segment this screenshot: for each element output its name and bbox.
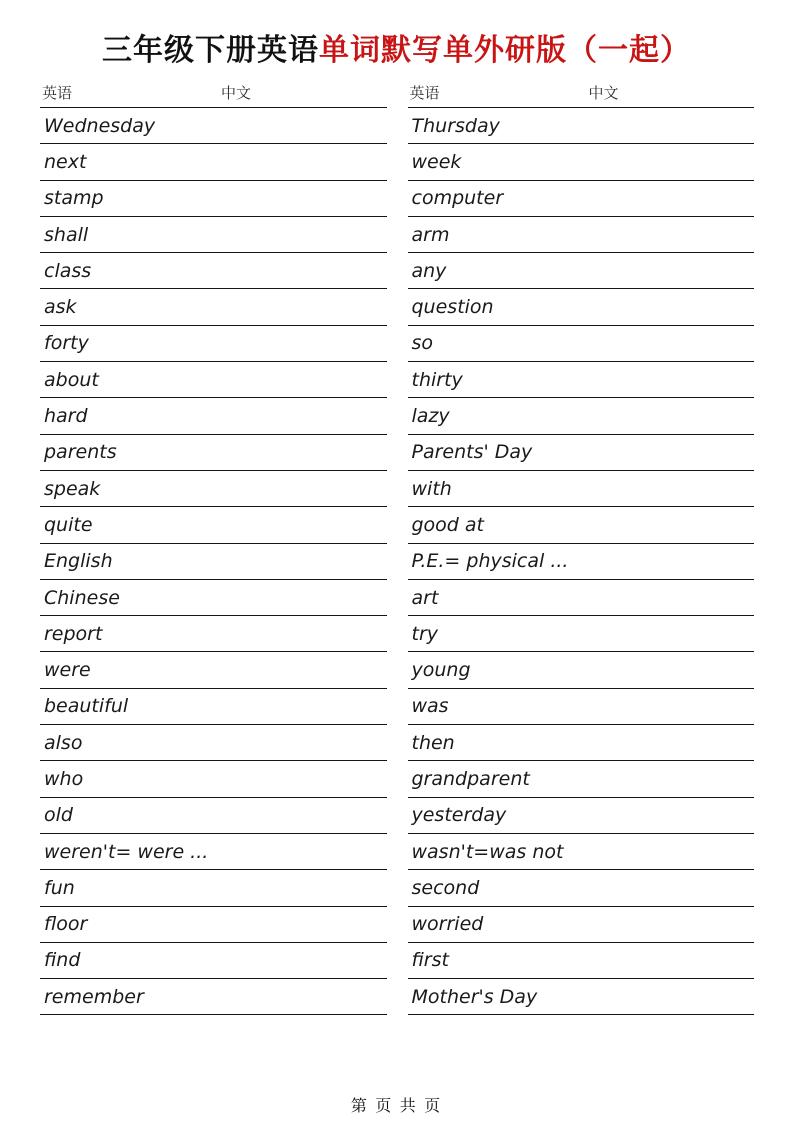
word-row <box>408 544 755 580</box>
english-word: so <box>411 332 434 355</box>
word-row <box>40 289 387 325</box>
english-word: who <box>44 767 84 790</box>
english-word: stamp <box>44 187 104 210</box>
english-word: with <box>411 477 452 500</box>
english-word: were <box>44 659 91 682</box>
column-header <box>408 84 755 108</box>
english-word: arm <box>411 223 450 246</box>
word-row <box>408 144 755 180</box>
english-header-label: 英语 <box>42 86 73 102</box>
english-header-label: 英语 <box>409 86 440 102</box>
word-row <box>408 761 755 797</box>
english-word: lazy <box>411 405 450 428</box>
english-word: speak <box>44 477 101 500</box>
word-row <box>408 834 755 870</box>
word-row <box>408 471 755 507</box>
word-row <box>40 217 387 253</box>
english-word: Parents' Day <box>411 441 533 464</box>
word-row <box>40 326 387 362</box>
title-red-text: 单词默写单外研版（一起） <box>319 34 691 67</box>
word-row <box>40 907 387 943</box>
word-row <box>40 181 387 217</box>
english-word: floor <box>44 913 88 936</box>
vocab-column-left <box>40 84 387 1015</box>
word-row <box>408 979 755 1015</box>
word-row <box>408 907 755 943</box>
english-word: shall <box>44 223 89 246</box>
word-row <box>408 689 755 725</box>
word-row <box>40 725 387 761</box>
word-row <box>408 580 755 616</box>
english-word: Wednesday <box>44 114 156 137</box>
english-word: computer <box>411 187 504 210</box>
word-row <box>40 507 387 543</box>
word-row <box>40 144 387 180</box>
english-word: P.E.= physical ... <box>411 550 569 573</box>
column-header <box>40 84 387 108</box>
word-row <box>40 761 387 797</box>
word-row <box>40 652 387 688</box>
vocab-column-right <box>408 84 755 1015</box>
english-word: wasn't=was not <box>411 840 564 863</box>
word-row <box>40 108 387 144</box>
english-word: beautiful <box>44 695 129 718</box>
english-word: fun <box>44 876 75 899</box>
english-word: next <box>44 150 87 173</box>
word-row <box>408 253 755 289</box>
english-word: week <box>411 150 462 173</box>
english-word: English <box>44 550 113 573</box>
english-word: old <box>44 804 73 827</box>
chinese-header-label: 中文 <box>588 86 619 102</box>
word-row <box>408 108 755 144</box>
english-word: also <box>44 731 83 754</box>
english-word: class <box>44 259 92 282</box>
vocab-table <box>40 84 754 1015</box>
word-row <box>40 979 387 1015</box>
title-black-text: 三年级下册英语 <box>102 34 319 67</box>
chinese-header-label: 中文 <box>221 86 252 102</box>
page-footer: 第 页 共 页 <box>350 1098 443 1115</box>
english-word: art <box>411 586 439 609</box>
word-row <box>40 943 387 979</box>
word-row <box>408 798 755 834</box>
english-word: parents <box>44 441 117 464</box>
word-row <box>40 798 387 834</box>
word-row <box>408 181 755 217</box>
english-word: weren't= were ... <box>44 840 209 863</box>
english-word: was <box>411 695 449 718</box>
word-row <box>408 507 755 543</box>
english-word: second <box>411 876 480 899</box>
word-row <box>408 326 755 362</box>
word-row <box>40 471 387 507</box>
word-row <box>408 725 755 761</box>
english-word: try <box>411 622 439 645</box>
word-row <box>40 398 387 434</box>
word-row <box>408 616 755 652</box>
word-row <box>408 943 755 979</box>
word-row <box>40 870 387 906</box>
english-word: Mother's Day <box>411 985 538 1008</box>
english-word: Chinese <box>44 586 120 609</box>
word-row <box>40 253 387 289</box>
word-row <box>40 544 387 580</box>
english-word: quite <box>44 513 93 536</box>
english-word: forty <box>44 332 89 355</box>
word-row <box>408 217 755 253</box>
word-row <box>408 289 755 325</box>
english-word: young <box>411 659 471 682</box>
english-word: any <box>411 259 447 282</box>
english-word: ask <box>44 296 77 319</box>
word-row <box>408 435 755 471</box>
word-row <box>408 362 755 398</box>
english-word: about <box>44 368 99 391</box>
english-word: hard <box>44 405 88 428</box>
word-row <box>40 580 387 616</box>
english-word: thirty <box>411 368 463 391</box>
word-row <box>40 435 387 471</box>
word-row <box>408 870 755 906</box>
english-word: report <box>44 622 103 645</box>
english-word: Thursday <box>411 114 500 137</box>
english-word: yesterday <box>411 804 507 827</box>
english-word: good at <box>411 513 485 536</box>
english-word: grandparent <box>411 767 530 790</box>
english-word: first <box>411 949 449 972</box>
english-word: worried <box>411 913 484 936</box>
word-row <box>408 652 755 688</box>
word-row <box>40 616 387 652</box>
english-word: question <box>411 296 494 319</box>
english-word: remember <box>44 985 144 1008</box>
english-word: then <box>411 731 455 754</box>
english-word: find <box>44 949 81 972</box>
word-row <box>40 689 387 725</box>
word-row <box>40 834 387 870</box>
page-title <box>0 0 793 69</box>
word-row <box>40 362 387 398</box>
word-row <box>408 398 755 434</box>
